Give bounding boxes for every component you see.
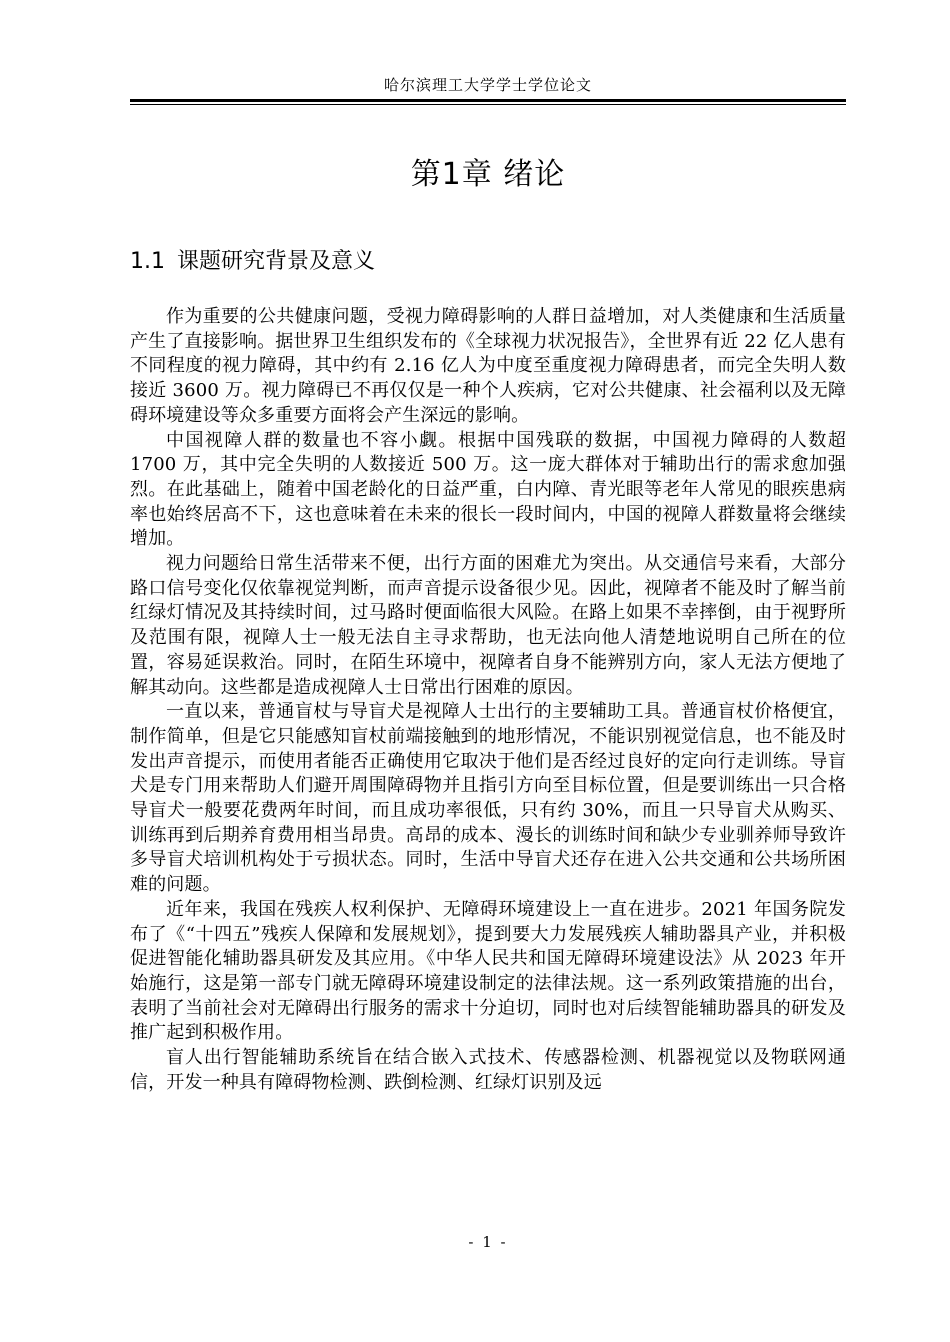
paragraph-4: 一直以来，普通盲杖与导盲犬是视障人士出行的主要辅助工具。普通盲杖价格便宜，制作简单，但是它只能感知盲杖前端接触到的地形情况，不能识别视觉信息，也不能及时发出声音提示，而使用者能否正确使用它取决于他们是否经过良好的定向行走训练。导盲犬是专门用来帮助人们避开周围障碍物并且指引方向至目标位置，但是要训练出一只合格导盲犬一般要花费两年时间，而且成功率很低，只有约 30%，而且一只导盲犬从购买、训练再到后期养育费用相当昂贵。高昂的成本、漫长的训练时间和缺少专业驯养师导致许多导盲犬培训机构处于亏损状态。同时，生活中导盲犬还存在进入公共交通和公共场所困难的问题。 [130,701,846,896]
paragraph-3: 视力问题给日常生活带来不便，出行方面的困难尤为突出。从交通信号来看，大部分路口信号变化仅依靠视觉判断，而声音提示设备很少见。因此，视障者不能及时了解当前红绿灯情况及其持续时间，过马路时便面临很大风险。在路上如果不幸摔倒，由于视野所及范围有限，视障人士一般无法自主寻求帮助，也无法向他人清楚地说明自己所在的位置，容易延误救治。同时，在陌生环境中，视障者自身不能辨别方向，家人无法方便地了解其动向。这些都是造成视障人士日常出行困难的原因。 [130,553,846,698]
body-text [130,305,846,1096]
paragraph-6: 盲人出行智能辅助系统旨在结合嵌入式技术、传感器检测、机器视觉以及物联网通信，开发一种具有障碍物检测、跌倒检测、红绿灯识别及远 [130,1047,846,1093]
paragraph-5: 近年来，我国在残疾人权利保护、无障碍环境建设上一直在进步。2021 年国务院发布了《“十四五”残疾人保障和发展规划》，提到要大力发展残疾人辅助器具产业，并积极促进智能化辅助器具研发及其应用。《中华人民共和国无障碍环境建设法》从 2023 年开始施行，这是第一部专门就无障碍环境建设制定的法律法规。这一系列政策措施的出台，表明了当前社会对无障碍出行服务的需求十分迫切，同时也对后续智能辅助器具的研发及推广起到积极作用。 [130,898,846,1044]
header-rule-thin [130,104,846,105]
section-number: 1.1 [130,249,165,274]
chapter-title: 第1章 绪论 [410,157,566,192]
page-number: - 1 - [468,1233,508,1251]
section-heading: 课题研究背景及意义 [177,249,376,274]
header-rule [130,99,846,102]
section-title [130,247,375,277]
running-header: 哈尔滨理工大学学士学位论文 [383,76,592,94]
paragraph-2: 中国视障人群的数量也不容小觑。根据中国残联的数据，中国视力障碍的人数超 1700 万，其中完全失明的人数接近 500 万。这一庞大群体对于辅助出行的需求愈加强烈。在此基础上，随着中国老龄化的日益严重，白内障、青光眼等老年人常见的眼疾患病率也始终居高不下，这也意味着在未来的很长一段时间内，中国的视障人群数量将会继续增加。 [130,429,846,550]
paragraph-1: 作为重要的公共健康问题，受视力障碍影响的人群日益增加，对人类健康和生活质量产生了直接影响。据世界卫生组织发布的《全球视力状况报告》，全世界有近 22 亿人患有不同程度的视力障碍，其中约有 2.16 亿人为中度至重度视力障碍患者，而完全失明人数接近 3600 万。视力障碍已不再仅仅是一种个人疾病，它对公共健康、社会福利以及无障碍环境建设等众多重要方面将会产生深远的影响。 [130,306,846,426]
